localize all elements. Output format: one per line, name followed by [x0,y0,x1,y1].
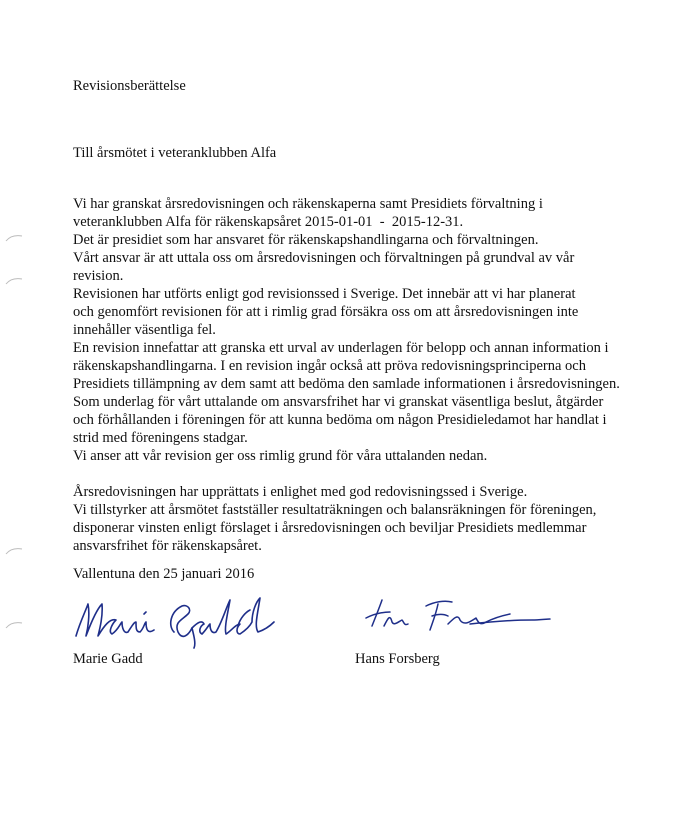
body-line: räkenskapshandlingarna. I en revision ingår också att pröva redovisningsprinciperna och [73,358,586,374]
body-line: En revision innefattar att granska ett urval av underlagen för belopp och annan information i [73,340,609,356]
body-line: Vi anser att vår revision ger oss rimlig grund för våra uttalanden nedan. [73,448,488,464]
body-line: Revisionen har utförts enligt god revisionssed i Sverige. Det innebär att vi har planerat [73,286,576,302]
body-line: disponerar vinsten enligt förslaget i årsredovisningen och beviljar Presidiets medlemmar [73,520,587,536]
place-date: Vallentuna den 25 januari 2016 [73,566,255,582]
body-line: Vi tillstyrker att årsmötet fastställer resultaträkningen och balansräkningen för föreningen, [73,502,597,518]
body-line: och förhållanden i föreningen för att kunna bedöma om någon Presidieledamot har handlat i [73,412,607,428]
body-line: Vårt ansvar är att uttala oss om årsredovisningen och förvaltningen på grundval av vår [73,250,575,266]
report-body [73,195,673,555]
margin-mark [4,276,24,286]
body-line: och genomfört revisionen för att i rimlig grad försäkra oss om att årsredovisningen inte [73,304,579,320]
signature-hans-forsberg [360,592,555,638]
body-line: Det är presidiet som har ansvaret för räkenskapshandlingarna och förvaltningen. [73,232,539,248]
margin-mark [4,620,24,630]
body-line: Presidiets tillämpning av dem samt att bedöma den samlade informationen i årsredovisningen. [73,376,620,392]
paragraph-gap [73,465,673,483]
body-line: Årsredovisningen har upprättats i enlighet med god redovisningssed i Sverige. [73,484,528,500]
signatory-name-1: Marie Gadd [73,651,143,667]
addressee: Till årsmötet i veteranklubben Alfa [73,145,277,161]
body-line: Vi har granskat årsredovisningen och räkenskaperna samt Presidiets förvaltning i [73,196,543,212]
margin-mark [4,233,24,243]
body-line: veteranklubben Alfa för räkenskapsåret 2015-01-01 - 2015-12-31. [73,214,464,230]
signatory-name-2: Hans Forsberg [355,651,440,667]
body-line: strid med föreningens stadgar. [73,430,248,446]
body-line: revision. [73,268,124,284]
body-line: Som underlag för vårt uttalande om ansvarsfrihet har vi granskat väsentliga beslut, åtgärder [73,394,604,410]
margin-mark [4,546,24,556]
document-title: Revisionsberättelse [73,78,186,94]
body-line: ansvarsfrihet för räkenskapsåret. [73,538,262,554]
body-line: innehåller väsentliga fel. [73,322,216,338]
signature-marie-gadd [70,592,295,650]
